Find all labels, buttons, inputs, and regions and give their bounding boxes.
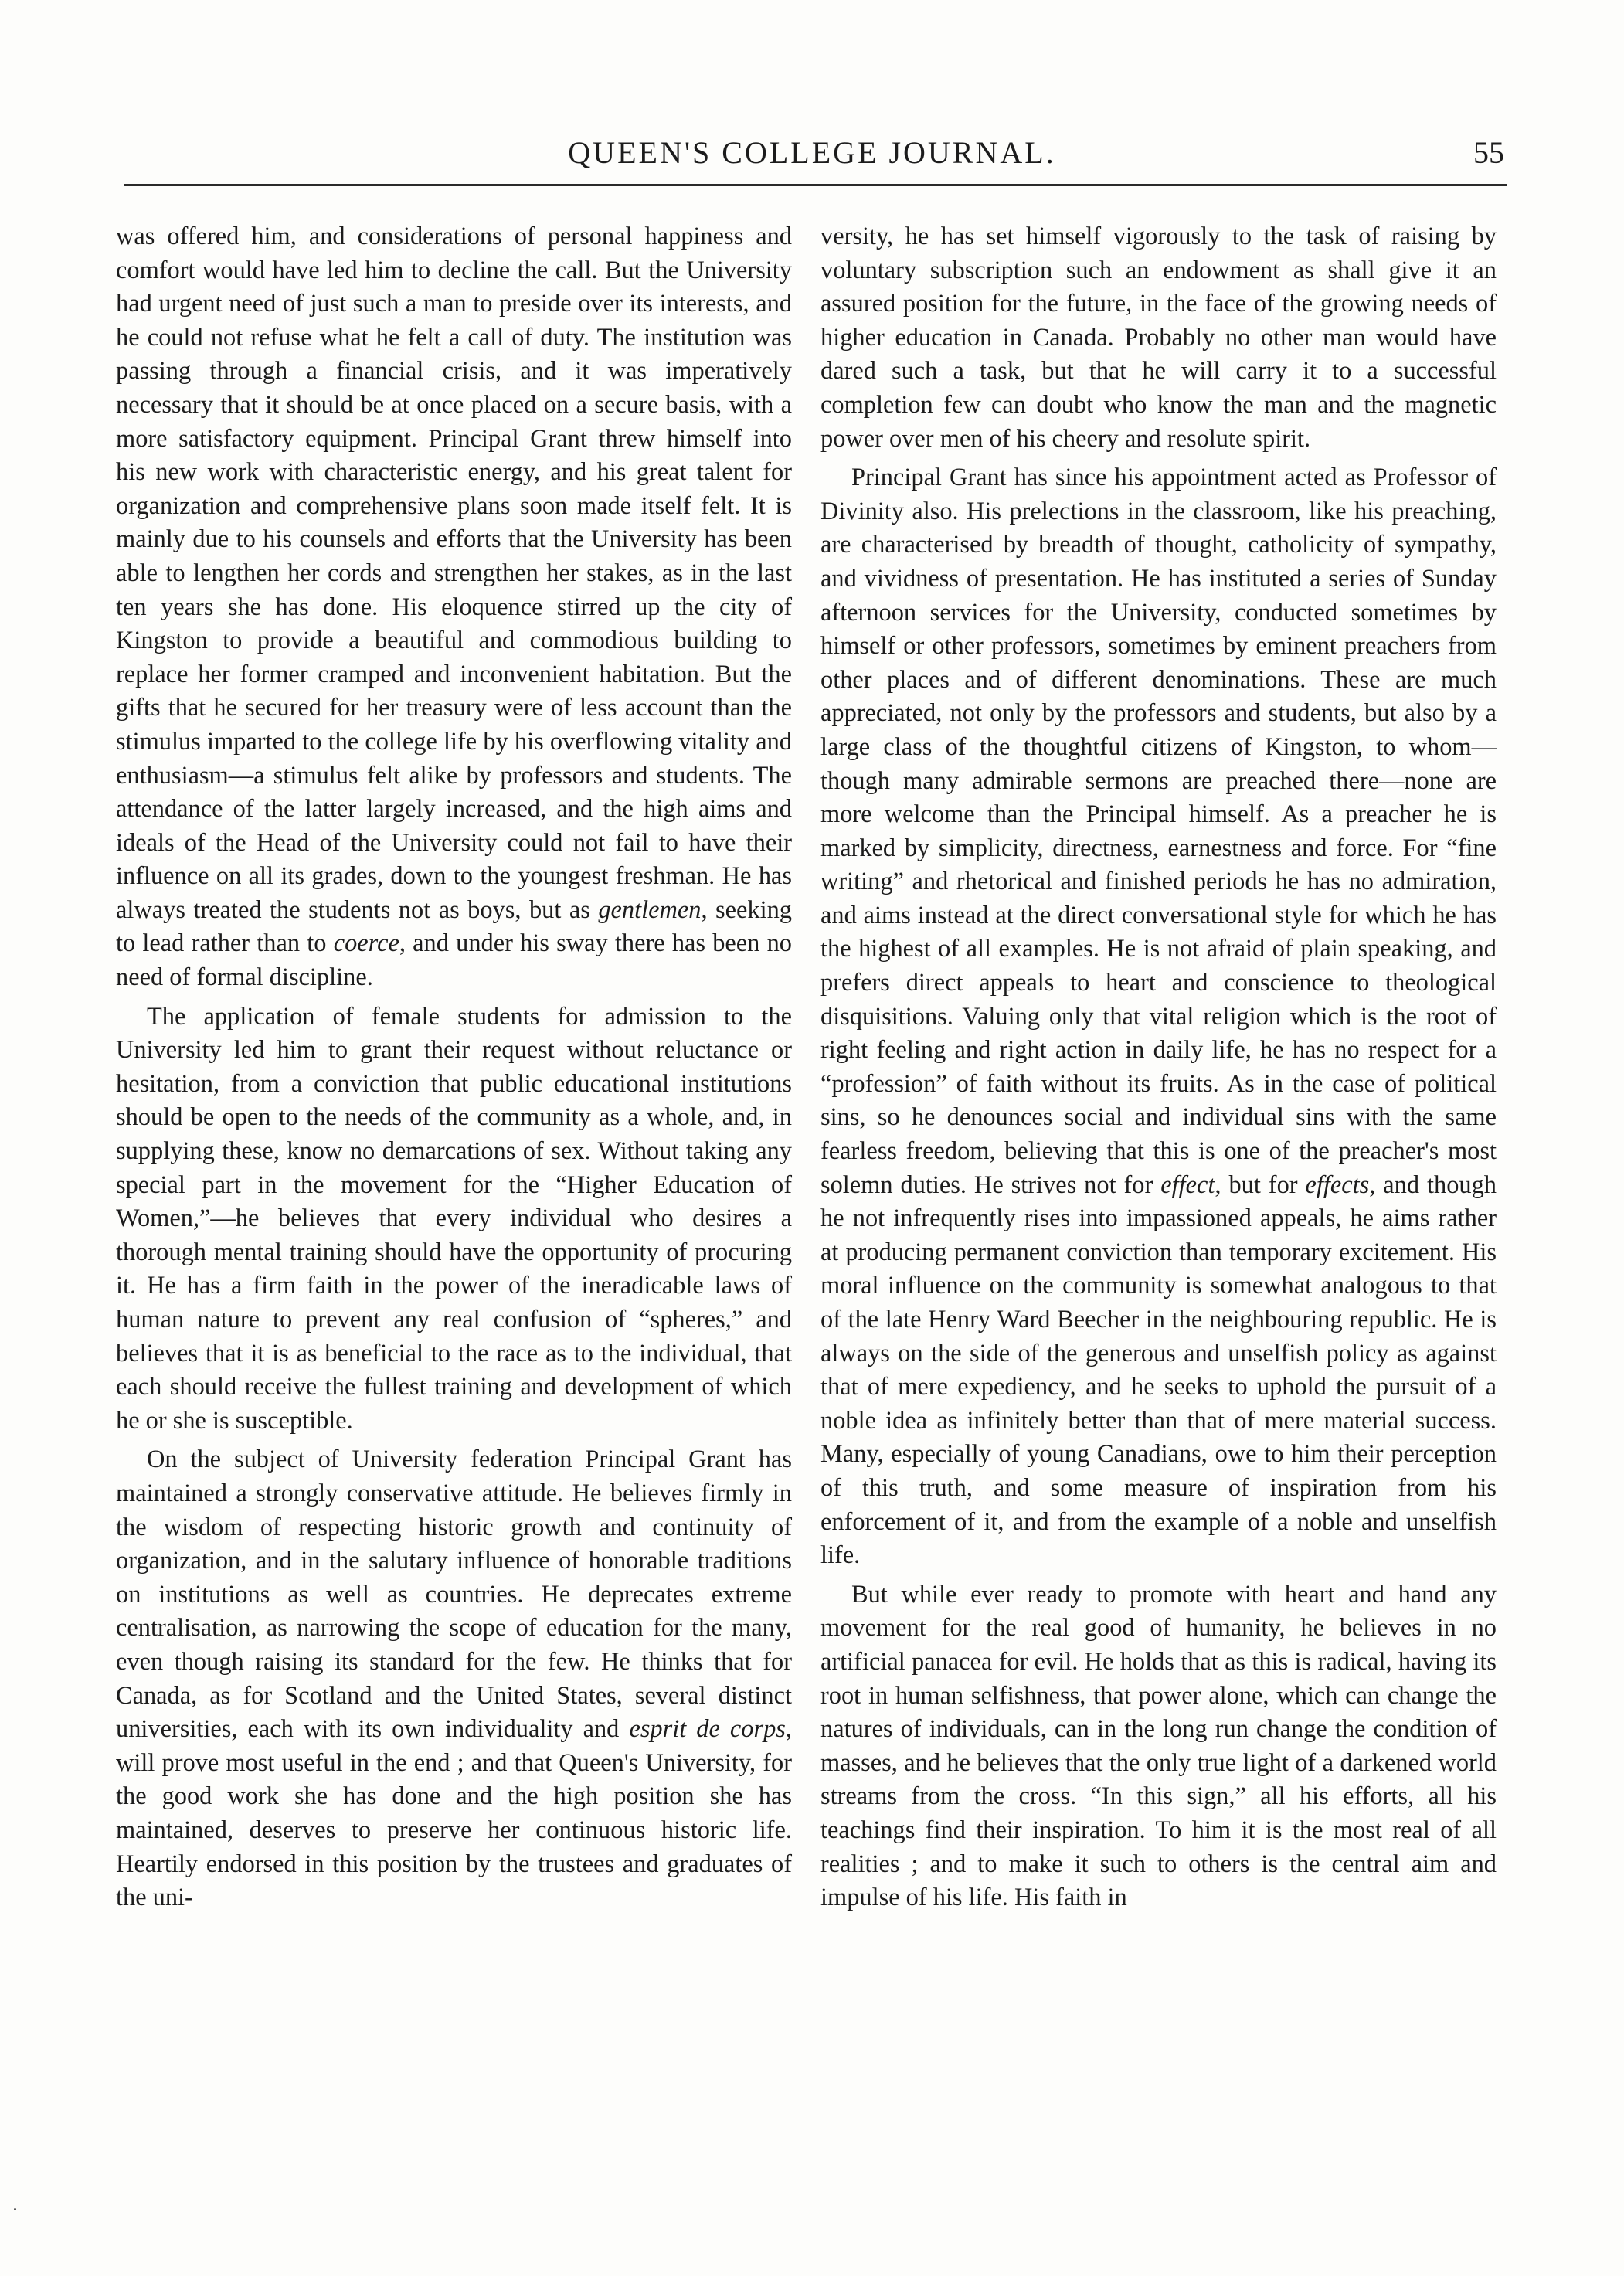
right-column (820, 220, 1497, 1915)
header-rule (124, 184, 1507, 186)
paragraph: Principal Grant has since his appointment acted as Professor of Divinity also. His prelections in the classroom, like his preaching, are characterised by breadth of thought, catholicity of sympathy, and vividness of presentation. He has instituted a series of Sunday afternoon services for the University, conducted sometimes by himself or other professors, sometimes by eminent preachers from other places and of different denominations. These are much appreciated, not only by the professors and students, but also by a large class of the thoughtful citizens of Kingston, to whom—though many admirable sermons are preached there—none are more welcome than the Principal himself. As a preacher he is marked by simplicity, directness, earnestness and force. For “fine writing” and rhetorical and finished periods he has no admiration, and aims instead at the direct conversational style for which he has the highest of all examples. He is not afraid of plain speaking, and prefers direct appeals to heart and conscience to theological disquisitions. Valuing only that vital religion which is the root of right feeling and right action in daily life, he has no respect for a “profession” of faith without its fruits. As in the case of political sins, so he denounces social and individual sins with the same fearless freedom, believing that this is one of the preacher's most solemn duties. He strives not for effect, but for effects, and though he not infrequently rises into impassioned appeals, he aims rather at producing permanent conviction than temporary excitement. His moral influence on the community is somewhat analogous to that of the late Henry Ward Beecher in the neighbouring republic. He is always on the side of the generous and unselfish policy as against that of mere expediency, and he seeks to uphold the pursuit of a noble idea as infinitely better than that of mere material success. Many, especially of young Canadians, owe to him their perception of this truth, and some measure of inspiration from his enforcement of it, and from the example of a noble and unselfish life. (820, 464, 1497, 1570)
paragraph: But while ever ready to promote with heart and hand any movement for the real good of humanity, he believes in no artificial panacea for evil. He holds that as this is radical, having its root in human selfishness, that power alone, which can change the natures of individuals, can in the long run change the condition of masses, and he believes that the only true light of a darkened world streams from the cross. “In this sign,” all his efforts, all his teachings find their inspiration. To him it is the most real of all realities ; and to make it such to others is the central aim and impulse of his life. His faith in (820, 1580, 1497, 1912)
paragraph: The application of female students for admission to the University led him to grant their request without reluctance or hesitation, from a conviction that public educational institutions should be open to the needs of the community as a whole, and, in supplying these, know no demarcations of sex. Without taking any special part in the movement for the “Higher Education of Women,”—he believes that every individual who desires a thorough mental training should have the opportunity of procuring it. He has a firm faith in the power of the ineradicable laws of human nature to prevent any real confusion of “spheres,” and believes that it is as beneficial to the race as to the individual, that each should receive the fullest training and development of which he or she is susceptible. (116, 1002, 792, 1435)
paragraph: versity, he has set himself vigorously to the task of raising by voluntary subscription such an endowment as shall give it an assured position for the future, in the face of the growing needs of higher education in Canada. Probably no other man would have dared such a task, but that he will carry it to a successful completion few can doubt who know the man and the magnetic power over men of his cheery and resolute spirit. (820, 223, 1497, 453)
page-number: 55 (1473, 135, 1504, 170)
running-title: QUEEN'S COLLEGE JOURNAL. (568, 135, 1056, 170)
paragraph: was offered him, and considerations of personal happiness and comfort would have led him to decline the call. But the University had urgent need of just such a man to preside over its interests, and he could not refuse what he felt a call of duty. The institution was passing through a financial crisis, and it was imperatively necessary that it should be at once placed on a secure basis, with a more satisfactory equipment. Principal Grant threw himself into his new work with characteristic energy, and his great talent for organization and comprehensive plans soon made itself felt. It is mainly due to his counsels and efforts that the University has been able to lengthen her cords and strengthen her stakes, as in the last ten years she has done. His eloquence stirred up the city of Kingston to provide a beautiful and commodious building to replace her former cramped and inconvenient habitation. But the gifts that he secured for her treasury were of less account than the stimulus imparted to the college life by his overflowing vitality and enthusiasm—a stimulus felt alike by professors and students. The attendance of the latter largely increased, and the high aims and ideals of the Head of the University could not fail to have their influence on all its grades, down to the youngest freshman. He has always treated the students not as boys, but as gentlemen, seeking to lead rather than to coerce, and under his sway there has been no need of formal discipline. (116, 223, 792, 992)
scan-speck (14, 2208, 16, 2210)
left-column (116, 220, 792, 1915)
paragraph: On the subject of University federation Principal Grant has maintained a strongly conservative attitude. He believes firmly in the wisdom of respecting historic growth and continuity of organization, and in the salutary influence of honorable traditions on institutions as well as countries. He deprecates extreme centralisation, as narrowing the scope of education for the many, even though raising its standard for the few. He thinks that for Canada, as for Scotland and the United States, several distinct universities, each with its own individuality and esprit de corps, will prove most useful in the end ; and that Queen's University, for the good work she has done and the high position she has maintained, deserves to preserve her continuous historic life. Heartily endorsed in this position by the trustees and graduates of the uni- (116, 1445, 792, 1912)
